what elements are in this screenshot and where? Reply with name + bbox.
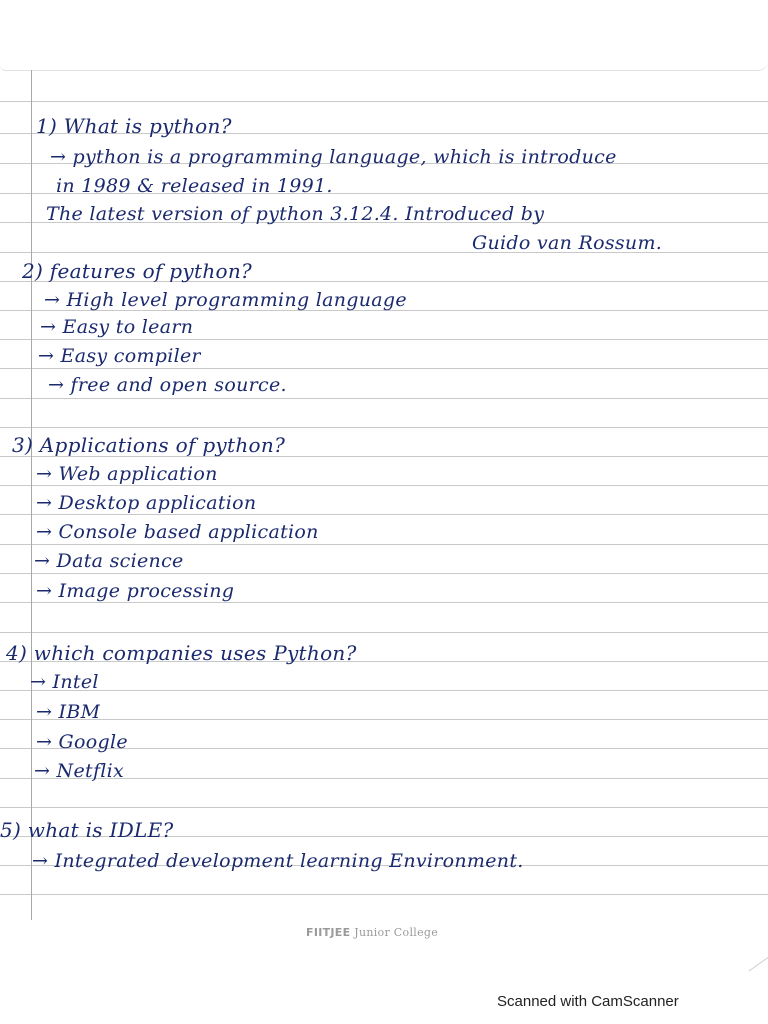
q1-line-1: → python is a programming language, which is introduce <box>50 146 617 168</box>
question-1-title: 1) What is python? <box>36 114 232 138</box>
q3-item-3: → Console based application <box>36 521 319 543</box>
q4-item-1: → Intel <box>30 671 99 693</box>
question-3-title: 3) Applications of python? <box>12 433 286 457</box>
q2-item-2: → Easy to learn <box>40 316 194 338</box>
q3-item-4: → Data science <box>34 550 184 572</box>
scanner-watermark: Scanned with CamScanner <box>497 993 679 1010</box>
q4-item-4: → Netflix <box>34 760 125 782</box>
question-4-title: 4) which companies uses Python? <box>6 641 357 665</box>
question-2-title: 2) features of python? <box>22 259 253 283</box>
q1-line-4: Guido van Rossum. <box>472 232 663 254</box>
q2-item-1: → High level programming language <box>44 289 407 311</box>
q4-item-2: → IBM <box>36 701 101 723</box>
notebook-brand <box>306 926 438 939</box>
q2-item-4: → free and open source. <box>48 374 287 396</box>
q4-item-3: → Google <box>36 731 128 753</box>
question-5-title: 5) what is IDLE? <box>0 818 174 842</box>
q3-item-2: → Desktop application <box>36 492 257 514</box>
brand-rest: Junior College <box>354 926 439 939</box>
q3-item-1: → Web application <box>36 463 218 485</box>
q1-line-2: in 1989 & released in 1991. <box>56 175 333 197</box>
q5-line-1: → Integrated development learning Environment. <box>32 850 524 872</box>
q3-item-5: → Image processing <box>36 580 235 602</box>
q2-item-3: → Easy compiler <box>38 345 201 367</box>
q1-line-3: The latest version of python 3.12.4. Introduced by <box>46 203 545 225</box>
brand-bold: FIITJEE <box>306 926 351 939</box>
